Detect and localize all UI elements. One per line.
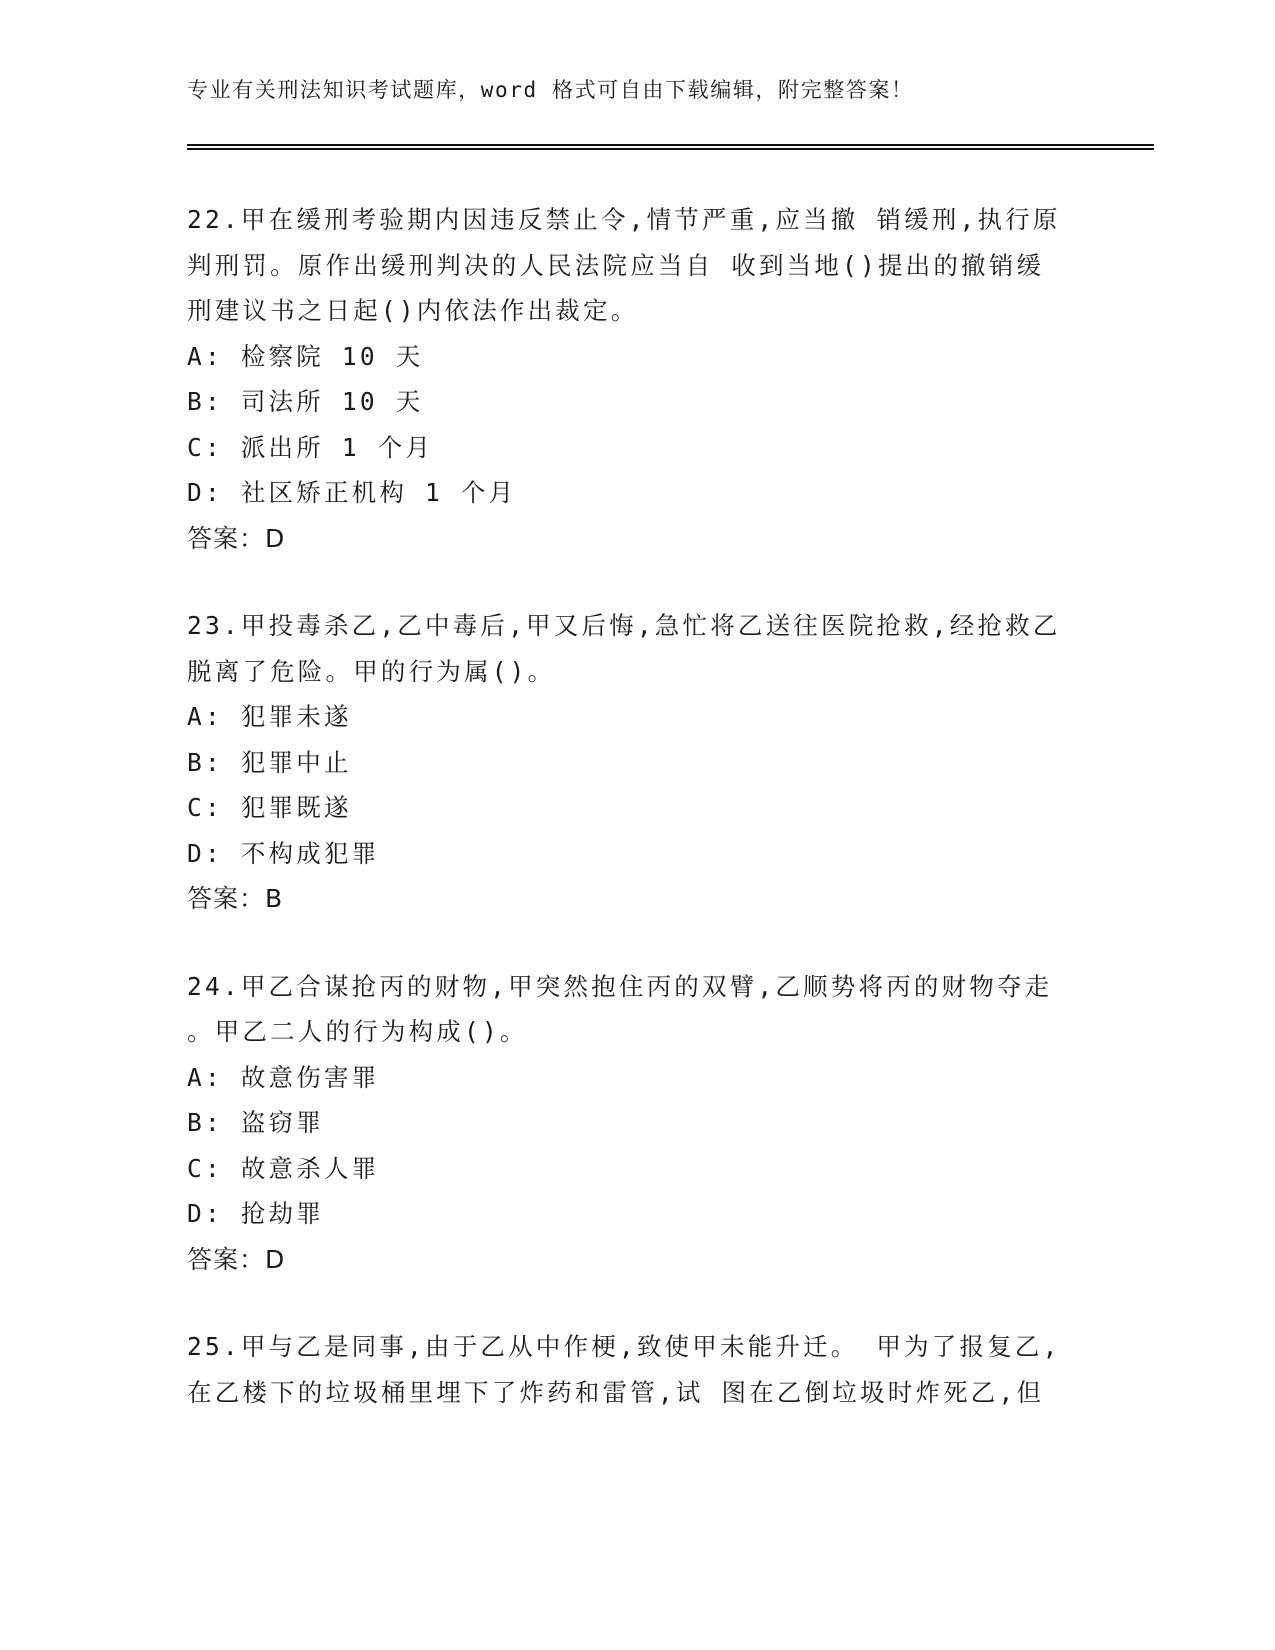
option-d: D: 不构成犯罪 xyxy=(187,838,380,868)
question-25 xyxy=(187,1324,1147,1415)
answer-line: 答案：D xyxy=(187,523,286,553)
question-text-line: 22.甲在缓刑考验期内因违反禁止令,情节严重,应当撤 销缓刑,执行原 xyxy=(187,205,1061,234)
option-c: C: 故意杀人罪 xyxy=(187,1153,380,1183)
question-text-line: 在乙楼下的垃圾桶里埋下了炸药和雷管,试 图在乙倒垃圾时炸死乙,但 xyxy=(187,1377,1045,1407)
option-b: B: 司法所 10 天 xyxy=(187,387,424,416)
question-text-line: 24.甲乙合谋抢丙的财物,甲突然抱住丙的双臂,乙顺势将丙的财物夺走 xyxy=(187,971,1053,1001)
option-c: C: 犯罪既遂 xyxy=(187,793,352,822)
option-c: C: 派出所 1 个月 xyxy=(187,432,434,462)
question-text-line: 23.甲投毒杀乙,乙中毒后,甲又后悔,急忙将乙送往医院抢救,经抢救乙 xyxy=(187,611,1061,640)
question-23 xyxy=(187,603,1147,922)
option-d: D: 抢劫罪 xyxy=(187,1199,324,1228)
question-text-line: 判刑罚。原作出缓刑判决的人民法院应当自 收到当地()提出的撤销缓 xyxy=(187,250,1045,280)
question-22 xyxy=(187,197,1147,561)
question-text-line: 脱离了危险。甲的行为属()。 xyxy=(187,656,556,686)
header-divider xyxy=(187,144,1154,150)
option-a: A: 犯罪未遂 xyxy=(187,702,352,731)
option-a: A: 检察院 10 天 xyxy=(187,341,424,371)
question-text-line: 。甲乙二人的行为构成()。 xyxy=(187,1017,528,1046)
option-a: A: 故意伤害罪 xyxy=(187,1062,380,1092)
option-d: D: 社区矫正机构 1 个月 xyxy=(187,478,517,507)
page-header: 专业有关刑法知识考试题库，word 格式可自由下载编辑，附完整答案！ xyxy=(187,78,914,102)
option-b: B: 犯罪中止 xyxy=(187,747,352,777)
option-b: B: 盗窃罪 xyxy=(187,1108,324,1137)
question-list xyxy=(187,197,1147,1457)
answer-line: 答案：D xyxy=(187,1244,286,1274)
question-text-line: 刑建议书之日起()内依法作出裁定。 xyxy=(187,296,639,325)
answer-line: 答案：B xyxy=(187,884,284,913)
question-text-line: 25.甲与乙是同事,由于乙从中作梗,致使甲未能升迁。 甲为了报复乙, xyxy=(187,1332,1061,1361)
question-24 xyxy=(187,964,1147,1283)
